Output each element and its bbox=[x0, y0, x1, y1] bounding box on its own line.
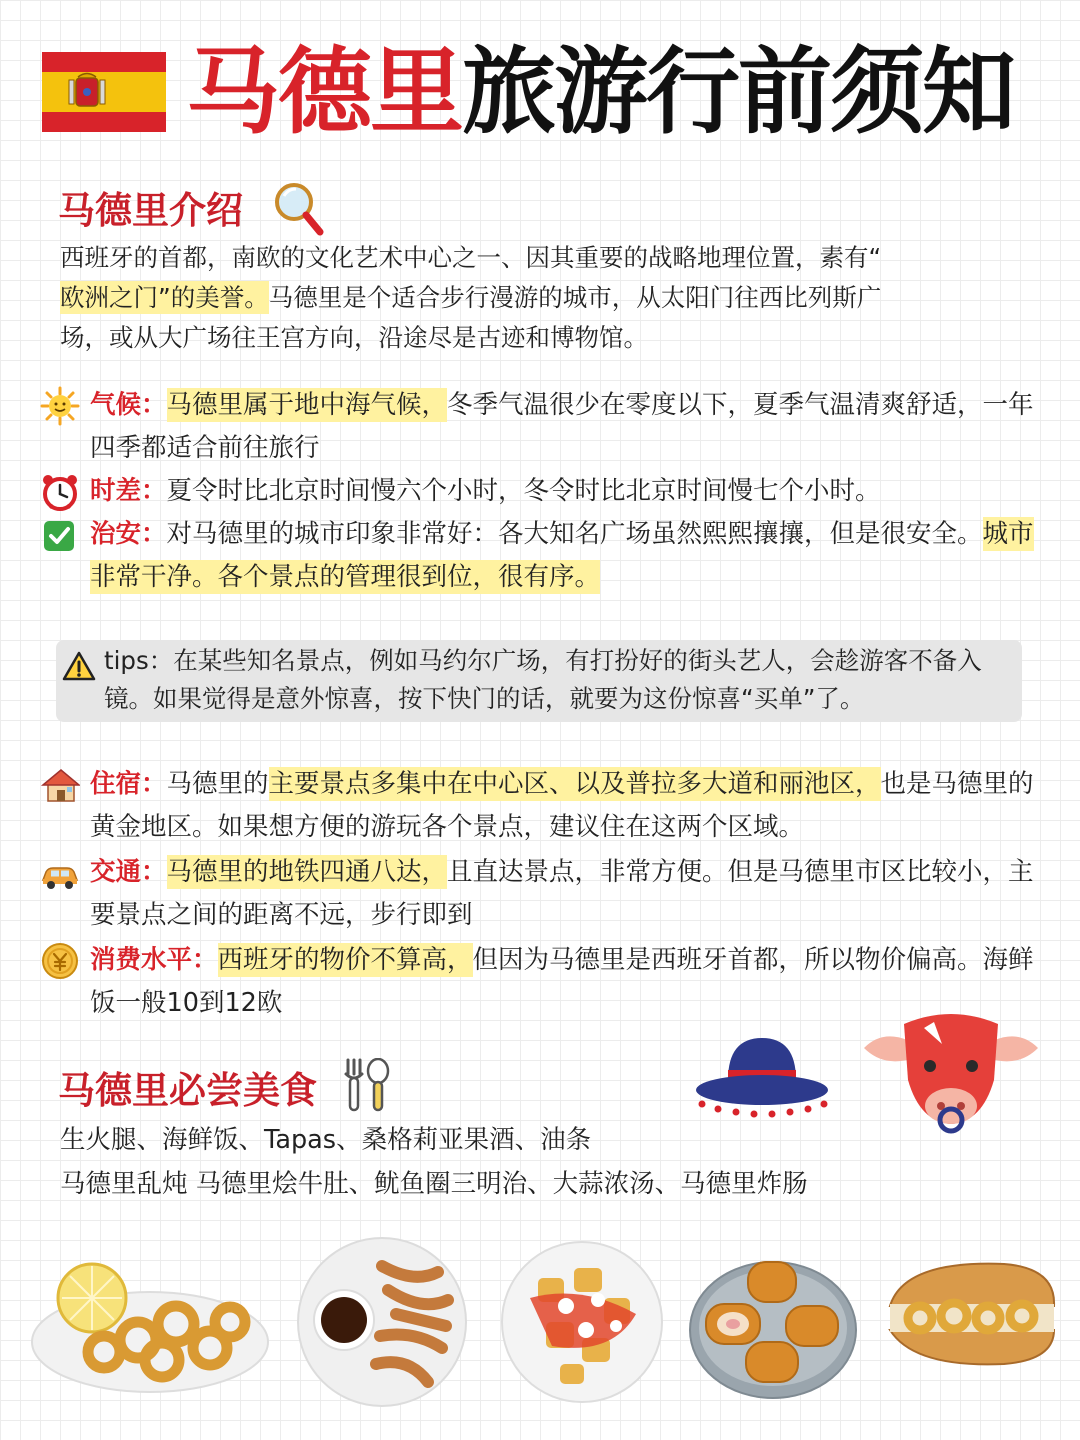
lodging-item bbox=[40, 763, 1050, 849]
transport-item bbox=[40, 851, 1050, 937]
title-rest: 旅游行前须知 bbox=[462, 38, 1015, 147]
intro-highlight: 欧洲之门”的美誉。 bbox=[60, 283, 269, 312]
security-highlight: 城市非常干净。各个景点的管理很到位，很有序。 bbox=[90, 519, 1034, 592]
intro-line-1: 西班牙的首都，南欧的文化艺术中心之一、因其重要的战略地理位置，素有“ bbox=[60, 243, 882, 272]
timezone-item bbox=[40, 470, 1050, 513]
check-mark-icon bbox=[40, 515, 80, 555]
lodging-pre: 马德里的 bbox=[166, 769, 269, 799]
title-city: 马德里 bbox=[186, 38, 463, 147]
intro-paragraph bbox=[60, 238, 1050, 358]
food-line-1: 生火腿、海鲜饭、Tapas、桑格莉亚果酒、油条 bbox=[60, 1125, 592, 1155]
page-title bbox=[186, 38, 1014, 148]
fork-spoon-icon bbox=[340, 1058, 392, 1112]
bull-head-icon bbox=[862, 1010, 1040, 1140]
food-list bbox=[60, 1118, 808, 1206]
security-text: 对马德里的城市印象非常好：各大知名广场虽然熙熙攘攘，但是很安全。 bbox=[166, 519, 983, 549]
spain-flag-icon bbox=[42, 52, 166, 132]
transport-label: 交通： bbox=[90, 857, 167, 887]
cost-label: 消费水平： bbox=[90, 945, 218, 975]
intro-title: 马德里介绍 bbox=[58, 189, 243, 232]
climate-highlight: 马德里属于地中海气候， bbox=[166, 390, 448, 420]
sun-icon bbox=[40, 386, 80, 426]
house-icon bbox=[40, 765, 80, 805]
lodging-label: 住宿： bbox=[90, 769, 167, 799]
timezone-label: 时差： bbox=[90, 476, 167, 506]
transport-highlight: 马德里的地铁四通八达， bbox=[166, 857, 448, 887]
squid-sandwich-image bbox=[884, 1256, 1060, 1372]
timezone-text: 夏令时比北京时间慢六个小时，冬令时比北京时间慢七个小时。 bbox=[166, 476, 881, 506]
cost-text: 但因为马德里是西班牙首都，所以物价偏高。海鲜饭一般10到12欧 bbox=[90, 945, 1034, 1018]
car-icon bbox=[40, 853, 80, 893]
sombrero-hat-icon bbox=[692, 1030, 832, 1122]
alarm-clock-icon bbox=[40, 472, 80, 512]
patatas-bravas-image bbox=[500, 1238, 664, 1404]
croquettes-image bbox=[688, 1250, 858, 1400]
intro-line-2: 马德里是个适合步行漫游的城市，从太阳门往西比列斯广 bbox=[268, 283, 882, 312]
security-item bbox=[40, 513, 1050, 599]
climate-label: 气候： bbox=[90, 390, 167, 420]
lodging-highlight: 主要景点多集中在中心区、以及普拉多大道和丽池区， bbox=[268, 769, 881, 799]
climate-item bbox=[40, 384, 1050, 470]
intro-line-3: 场，或从大广场往王宫方向，沿途尽是古迹和博物馆。 bbox=[60, 323, 648, 352]
warning-icon bbox=[62, 650, 96, 682]
security-label: 治安： bbox=[90, 519, 167, 549]
climate-text: 冬季气温很少在零度以下，夏季气温清爽舒适，一年四季都适合前往旅行 bbox=[90, 390, 1034, 463]
food-title: 马德里必尝美食 bbox=[58, 1069, 317, 1112]
lodging-text: 也是马德里的黄金地区。如果想方便的游玩各个景点，建议住在这两个区域。 bbox=[90, 769, 1034, 842]
tips-text: tips：在某些知名景点，例如马约尔广场，有打扮好的街头艺人，会趁游客不备入镜。如果觉得是意外惊喜，按下快门的话，就要为这份惊喜“买单”了。 bbox=[104, 646, 982, 713]
food-line-2: 马德里乱炖 马德里烩牛肚、鱿鱼圈三明治、大蒜浓汤、马德里炸肠 bbox=[60, 1169, 808, 1199]
coin-icon bbox=[40, 941, 80, 981]
squid-rings-image bbox=[30, 1252, 270, 1402]
tips-box bbox=[56, 640, 1022, 722]
transport-text: 且直达景点，非常方便。但是马德里市区比较小，主要景点之间的距离不远，步行即到 bbox=[90, 857, 1034, 930]
cost-highlight: 西班牙的物价不算高， bbox=[217, 945, 473, 975]
magnifier-icon bbox=[272, 180, 324, 236]
churros-image bbox=[296, 1236, 468, 1408]
